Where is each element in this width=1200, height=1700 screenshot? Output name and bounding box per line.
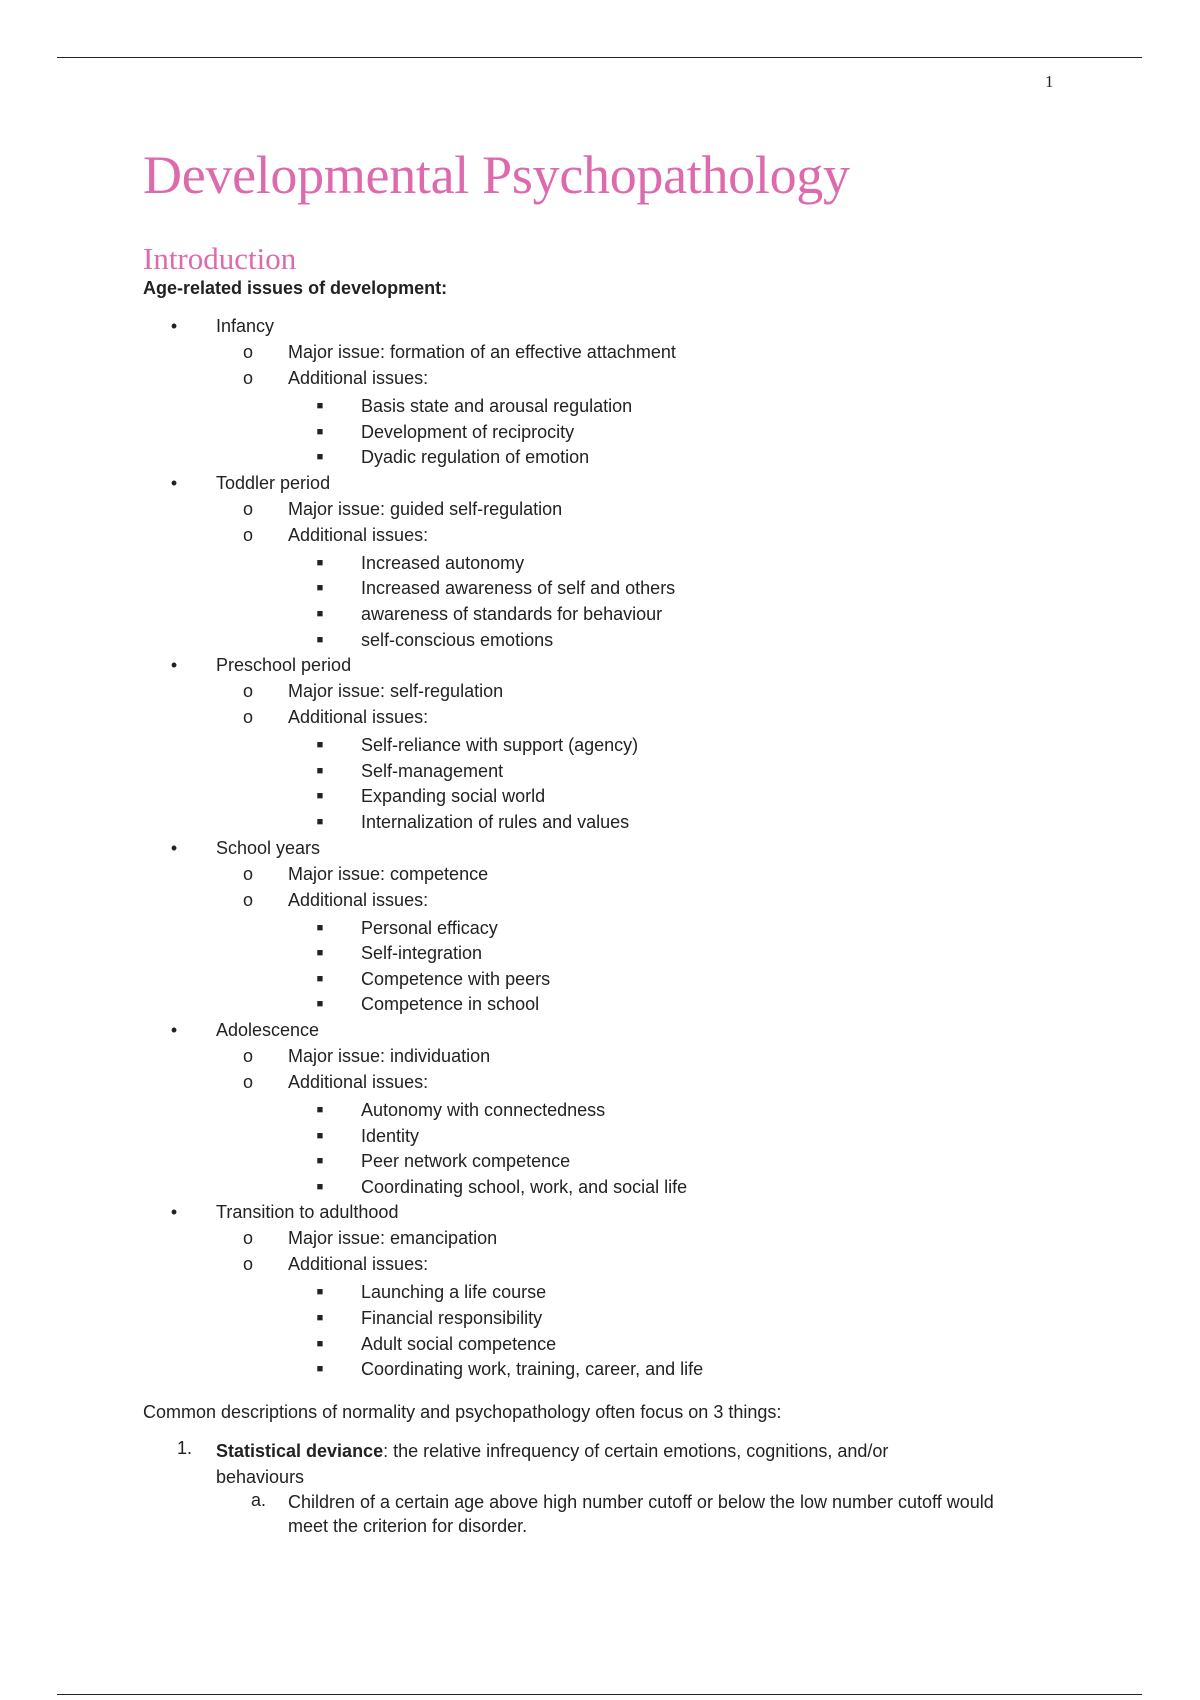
stage-name: School years <box>216 837 321 858</box>
level3-bullet: ■ <box>316 972 324 985</box>
additional-issue: Increased awareness of self and others <box>361 578 676 599</box>
level3-bullet: ■ <box>316 1337 324 1350</box>
stage-name: Toddler period <box>216 472 331 493</box>
level2-bullet: o <box>242 889 253 910</box>
major-issue: Major issue: formation of an effective attachment <box>288 342 676 362</box>
additional-issue: Self-integration <box>361 943 483 964</box>
level1-bullet: • <box>170 837 178 858</box>
level2-bullet: o <box>242 707 253 728</box>
level2-bullet: o <box>242 1254 253 1275</box>
level3-bullet: ■ <box>316 1286 324 1299</box>
additional-issue: Launching a life course <box>361 1282 547 1303</box>
additional-issues-label: Additional issues: <box>288 368 429 388</box>
level3-bullet: ■ <box>316 633 324 646</box>
subheading: Age-related issues of development: <box>143 278 448 298</box>
document-title: Developmental Psychopathology <box>143 145 850 205</box>
level1-bullet: • <box>170 1202 178 1223</box>
level2-bullet: o <box>242 1072 253 1092</box>
additional-issues-label: Additional issues: <box>288 1072 429 1092</box>
lettered-marker: a. <box>251 1490 267 1510</box>
additional-issue: Autonomy with connectedness <box>361 1100 606 1120</box>
level2-bullet: o <box>242 524 253 545</box>
level3-bullet: ■ <box>316 556 324 569</box>
level3-bullet: ■ <box>316 790 324 803</box>
additional-issue: Personal efficacy <box>361 917 498 938</box>
level3-bullet: ■ <box>316 816 324 828</box>
additional-issue: Financial responsibility <box>361 1308 543 1328</box>
level2-bullet: o <box>242 342 253 362</box>
numbered-item <box>216 1438 976 1490</box>
level1-bullet: • <box>170 655 178 676</box>
additional-issue: self-conscious emotions <box>361 629 554 650</box>
stage-name: Transition to adulthood <box>216 1202 399 1223</box>
additional-issue: Competence in school <box>361 994 540 1015</box>
page-number: 1 <box>1045 72 1054 91</box>
additional-issue: Adult social competence <box>361 1333 557 1354</box>
level3-bullet: ■ <box>316 451 324 464</box>
additional-issues-label: Additional issues: <box>288 707 429 728</box>
level3-bullet: ■ <box>316 764 324 777</box>
additional-issue: Dyadic regulation of emotion <box>361 447 590 468</box>
level3-bullet: ■ <box>316 1312 324 1324</box>
stage-name: Adolescence <box>216 1020 320 1040</box>
additional-issue: Self-reliance with support (agency) <box>361 735 639 756</box>
level2-bullet: o <box>242 681 253 702</box>
additional-issue: Internalization of rules and values <box>361 812 630 832</box>
level3-bullet: ■ <box>316 739 324 752</box>
level3-bullet: ■ <box>316 1104 324 1116</box>
level3-bullet: ■ <box>316 1363 324 1376</box>
additional-issues-label: Additional issues: <box>288 524 429 545</box>
level3-bullet: ■ <box>316 921 324 934</box>
level3-bullet: ■ <box>316 1180 324 1193</box>
additional-issue: Increased autonomy <box>361 552 525 573</box>
additional-issue: Peer network competence <box>361 1151 571 1172</box>
numbered-item-text: : the relative infrequency of certain emotions, cognitions, and/or behaviours <box>216 1441 889 1487</box>
common-descriptions-text: Common descriptions of normality and psychopathology often focus on 3 things: <box>143 1402 782 1422</box>
numbered-marker: 1. <box>177 1438 193 1458</box>
major-issue: Major issue: guided self-regulation <box>288 498 563 519</box>
level2-bullet: o <box>242 498 253 519</box>
additional-issue: Basis state and arousal regulation <box>361 396 633 416</box>
level1-bullet: • <box>170 1020 178 1040</box>
major-issue: Major issue: emancipation <box>288 1228 498 1249</box>
stage-name: Preschool period <box>216 655 352 676</box>
level1-bullet: • <box>170 316 178 336</box>
level3-bullet: ■ <box>316 1129 324 1142</box>
additional-issue: awareness of standards for behaviour <box>361 604 663 624</box>
level3-bullet: ■ <box>316 582 324 595</box>
section-heading: Introduction <box>143 241 297 276</box>
level3-bullet: ■ <box>316 608 324 620</box>
level2-bullet: o <box>242 368 253 388</box>
additional-issues-label: Additional issues: <box>288 1254 429 1275</box>
level2-bullet: o <box>242 1228 253 1249</box>
level3-bullet: ■ <box>316 1155 324 1168</box>
level3-bullet: ■ <box>316 425 324 438</box>
level1-bullet: • <box>170 472 178 493</box>
additional-issue: Identity <box>361 1125 420 1146</box>
additional-issue: Development of reciprocity <box>361 421 575 442</box>
major-issue: Major issue: self-regulation <box>288 681 504 702</box>
level2-bullet: o <box>242 863 253 884</box>
level3-bullet: ■ <box>316 400 324 412</box>
additional-issue: Coordinating school, work, and social life <box>361 1176 688 1197</box>
additional-issue: Competence with peers <box>361 968 551 989</box>
numbered-item-term: Statistical deviance <box>216 1441 384 1461</box>
lettered-item-text: Children of a certain age above high number cutoff or below the low number cutoff would meet the criterion for disorder. <box>288 1492 994 1536</box>
level2-bullet: o <box>242 1046 253 1066</box>
level3-bullet: ■ <box>316 998 324 1011</box>
major-issue: Major issue: individuation <box>288 1046 491 1066</box>
additional-issue: Self-management <box>361 760 504 781</box>
additional-issues-label: Additional issues: <box>288 889 429 910</box>
major-issue: Major issue: competence <box>288 863 489 884</box>
additional-issue: Expanding social world <box>361 786 546 807</box>
additional-issue: Coordinating work, training, career, and life <box>361 1359 704 1380</box>
level3-bullet: ■ <box>316 947 324 960</box>
stage-name: Infancy <box>216 316 275 336</box>
bottom-rule <box>57 1694 1142 1695</box>
